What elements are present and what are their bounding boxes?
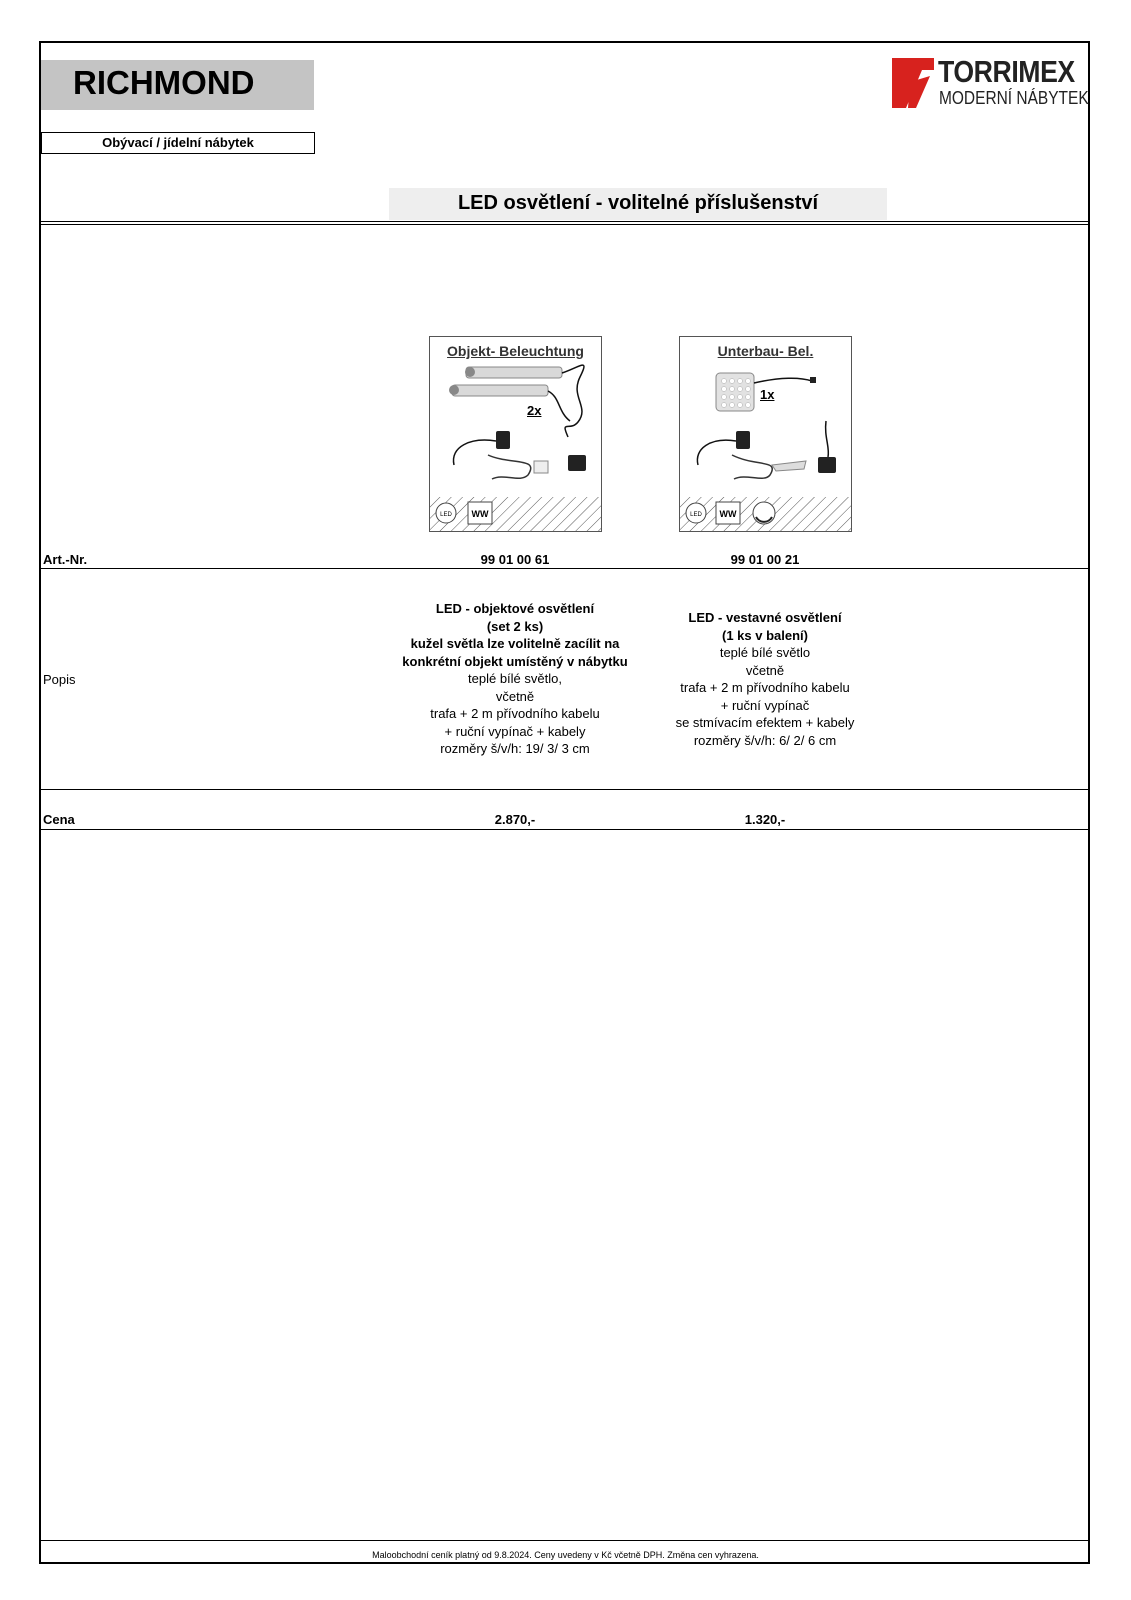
description-line: kužel světla lze volitelně zacílit na [410, 636, 620, 651]
art-nr-value-1: 99 01 00 61 [480, 552, 550, 567]
image-quantity: 2x [527, 403, 542, 418]
art-nr-value-2: 99 01 00 21 [730, 552, 800, 567]
svg-text:LED: LED [440, 512, 452, 518]
description-line: včetně [745, 662, 785, 678]
divider [41, 789, 1090, 790]
svg-text:WW: WW [719, 509, 737, 519]
description-line: teplé bílé světlo [719, 645, 811, 660]
popis-label: Popis [43, 672, 76, 687]
brand-name: RICHMOND [73, 64, 255, 101]
description-line: LED - vestavné osvětlení [688, 610, 842, 625]
logo-name: TORRIMEX [938, 54, 1075, 89]
divider [41, 829, 1090, 830]
divider [41, 568, 1090, 569]
product-image-1 [429, 336, 602, 532]
description-line: rozměry š/v/h: 19/ 3/ 3 cm [440, 741, 590, 756]
description-line: (1 ks v balení) [722, 627, 808, 643]
description-line: se stmívacím efektem + kabely [675, 715, 855, 730]
footer-note: Maloobchodní ceník platný od 9.8.2024. Ceny uvedeny v Kč včetně DPH. Změna cen vyhrazena. [372, 1550, 759, 1560]
price-2: 1.320,- [744, 812, 786, 827]
image-title: Objekt- Beleuchtung [447, 343, 584, 359]
description-line: + ruční vypínač [720, 697, 810, 713]
art-nr-label: Art.-Nr. [43, 552, 88, 567]
description-line: (set 2 ks) [486, 618, 544, 634]
description-line: + ruční vypínač + kabely [444, 723, 586, 739]
description-2 [630, 609, 900, 749]
product-image-2 [679, 336, 852, 532]
cena-label: Cena [43, 812, 75, 827]
divider [41, 221, 1090, 222]
description-line: trafa + 2 m přívodního kabelu [430, 706, 600, 721]
section-title: LED osvětlení - volitelné příslušenství [457, 192, 819, 214]
description-line: LED - objektové osvětlení [435, 601, 595, 616]
image-quantity: 1x [760, 387, 775, 402]
logo-tagline: MODERNÍ NÁBYTEK [939, 88, 1089, 108]
description-line: rozměry š/v/h: 6/ 2/ 6 cm [693, 732, 837, 748]
object-lighting-illustration [430, 337, 602, 532]
svg-text:LED: LED [690, 512, 702, 518]
description-line: včetně [495, 688, 535, 704]
category-label: Obývací / jídelní nábytek [41, 132, 315, 154]
divider [41, 224, 1090, 225]
description-line: trafa + 2 m přívodního kabelu [680, 680, 850, 695]
page-frame [39, 41, 1090, 1564]
description-1 [380, 600, 650, 758]
price-1: 2.870,- [494, 812, 536, 827]
footer-divider [41, 1540, 1090, 1541]
under-cabinet-lighting-illustration [680, 337, 852, 532]
description-line: konkrétní objekt umístěný v nábytku [402, 653, 628, 669]
svg-text:WW: WW [471, 509, 489, 519]
description-line: teplé bílé světlo, [468, 671, 562, 686]
image-title: Unterbau- Bel. [717, 343, 814, 359]
